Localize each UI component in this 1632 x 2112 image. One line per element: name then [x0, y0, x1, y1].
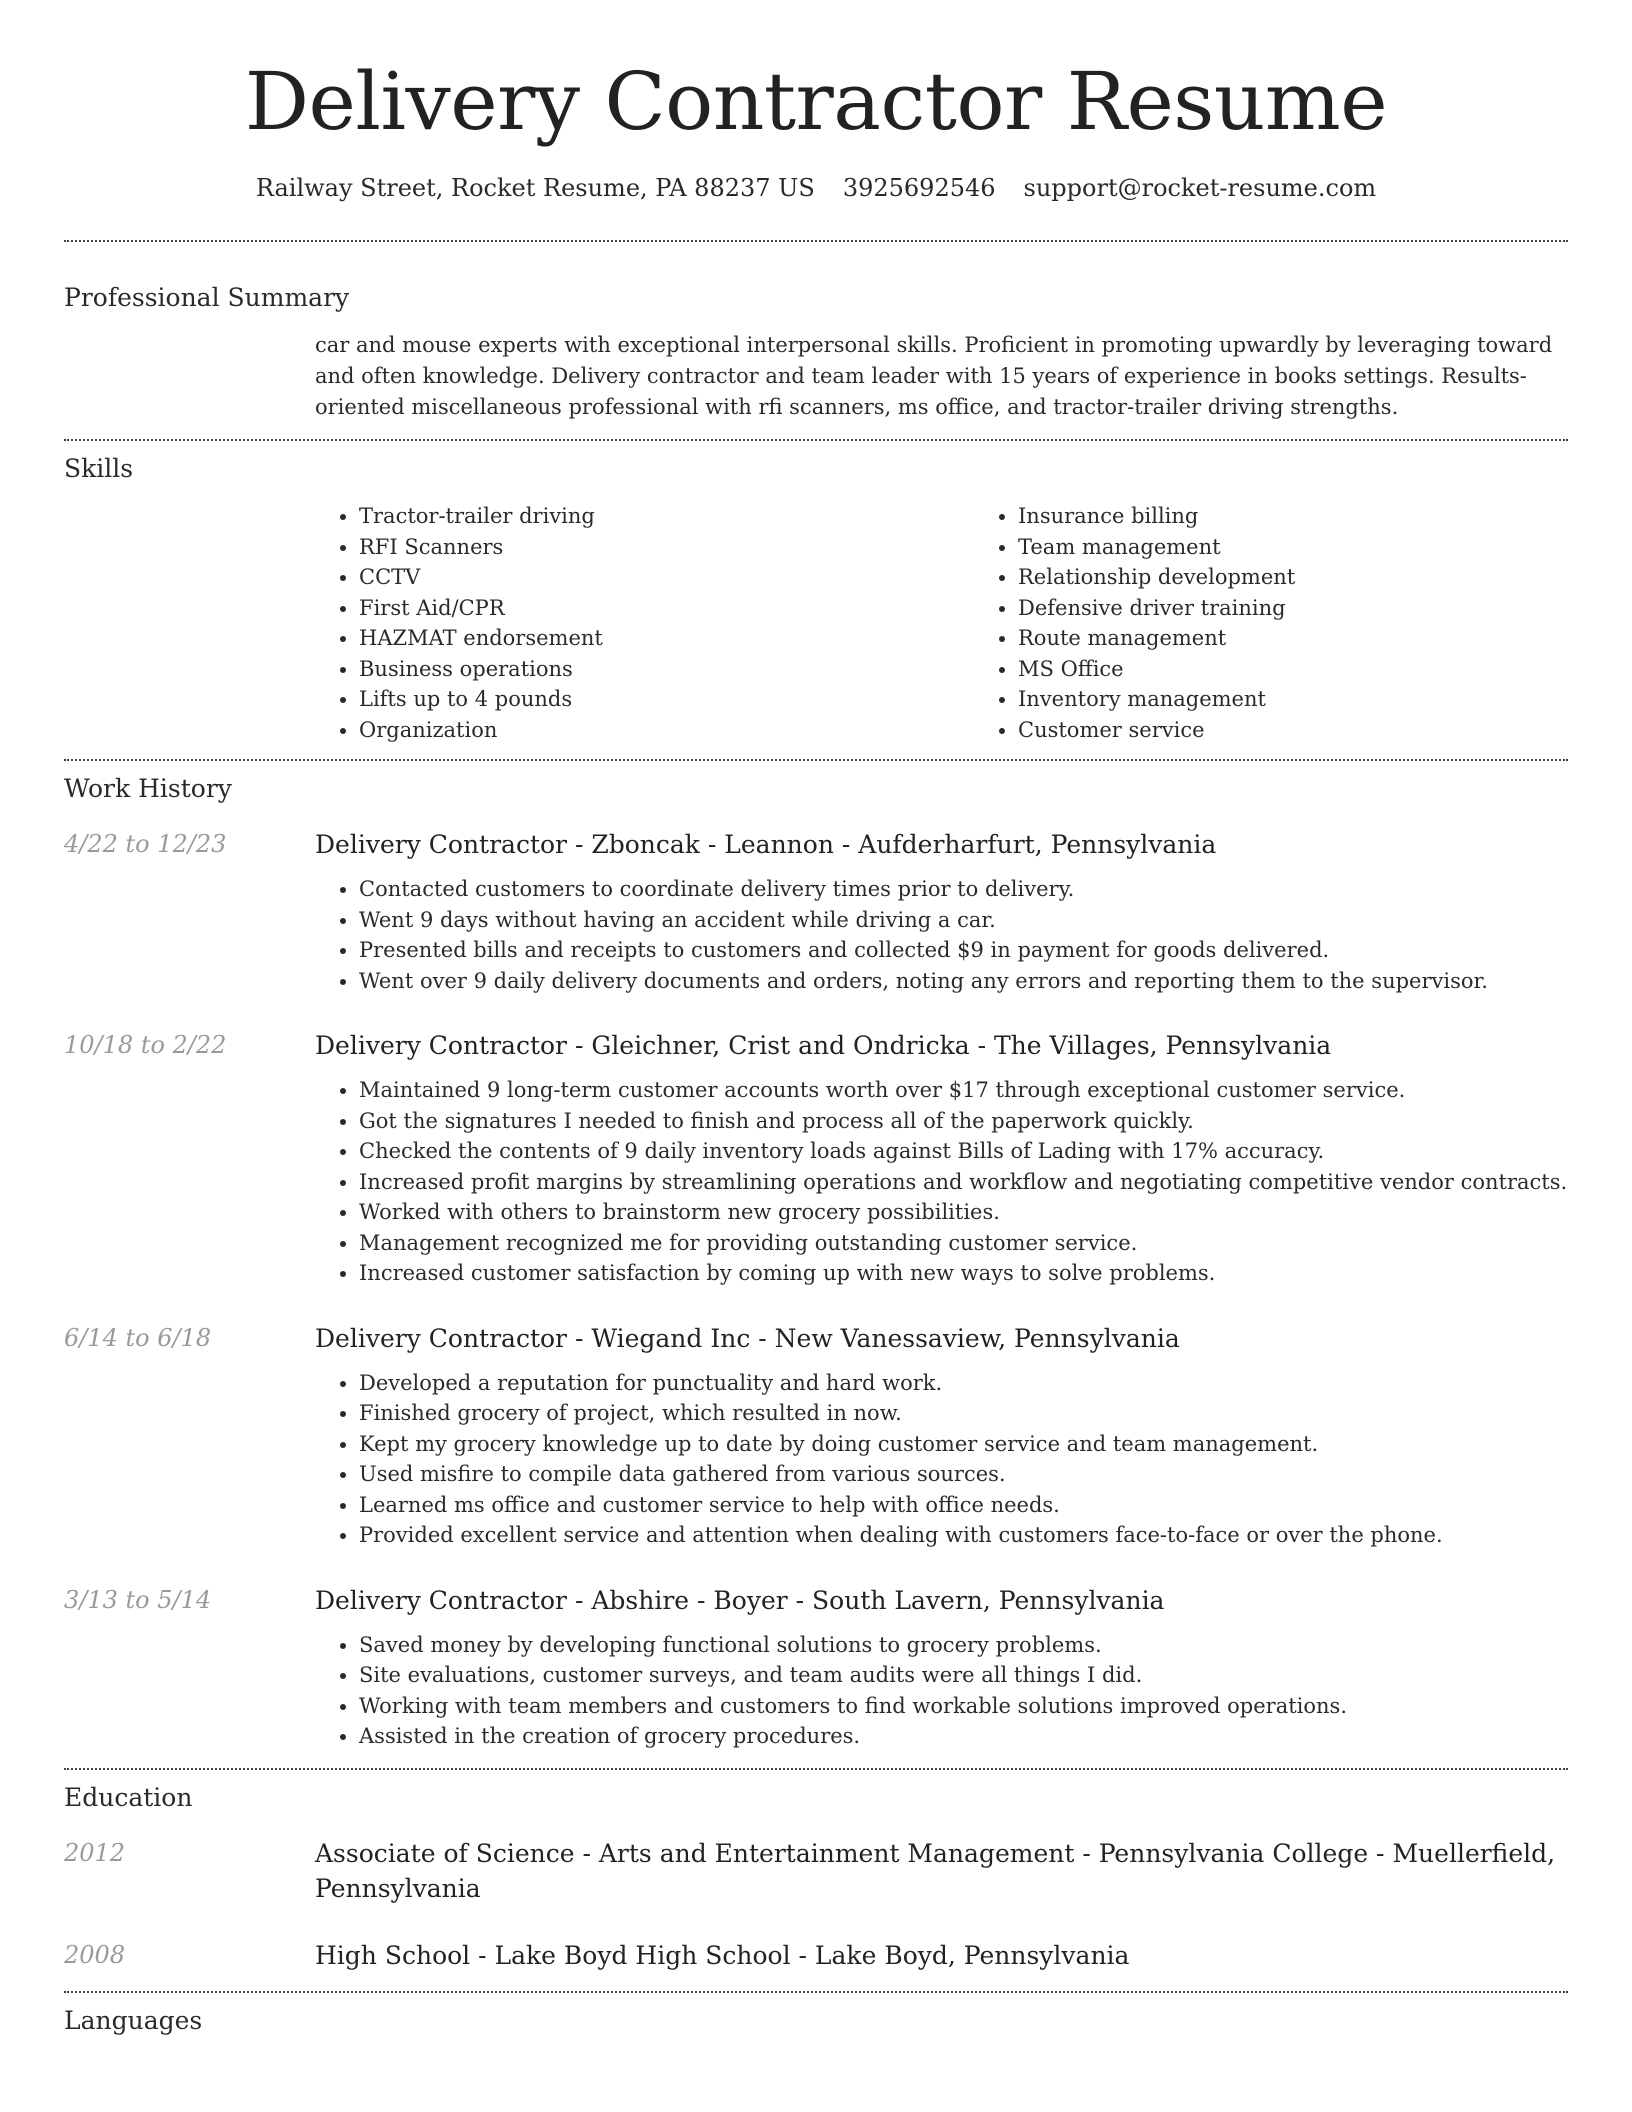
skill-item: • CCTV — [359, 562, 974, 593]
job-bullet: • Saved money by developing functional solutions to grocery problems. — [359, 1630, 1568, 1661]
job-bullet: • Increased customer satisfaction by coming up with new ways to solve problems. — [359, 1258, 1568, 1289]
summary-text: car and mouse experts with exceptional interpersonal skills. Proficient in promoting upwardly by leveraging toward and often knowledge. Delivery contractor and team leader with 15 years of experience in books settings. Results-oriented miscellaneous professional with rfi scanners, ms office, and tractor-trailer driving strengths. — [315, 333, 1553, 419]
job-title: Delivery Contractor - Wiegand Inc - New Vanessaview, Pennsylvania — [315, 1323, 1180, 1353]
education-text: High School - Lake Boyd High School - Lake Boyd, Pennsylvania — [315, 1940, 1130, 1970]
skill-item: • First Aid/CPR — [359, 593, 974, 624]
job-bullet: • Used misfire to compile data gathered from various sources. — [359, 1459, 1568, 1490]
job-body — [315, 827, 1568, 996]
job-bullet: • Management recognized me for providing outstanding customer service. — [359, 1228, 1568, 1259]
skills-list-left — [315, 501, 974, 745]
job-bullet: • Provided excellent service and attention when dealing with customers face-to-face or over the phone. — [359, 1520, 1568, 1551]
skill-item: • Customer service — [1018, 715, 1632, 746]
job-bullet: • Maintained 9 long-term customer accounts worth over $17 through exceptional customer service. — [359, 1075, 1568, 1106]
contact-phone: 3925692546 — [842, 174, 996, 202]
resume-page — [64, 0, 1568, 2037]
education-entry — [64, 1836, 1568, 1906]
skill-item: • Insurance billing — [1018, 501, 1632, 532]
job-body — [315, 1321, 1568, 1551]
work-heading: Work History — [64, 774, 232, 803]
divider — [64, 759, 1568, 761]
job-title: Delivery Contractor - Gleichner, Crist and Ondricka - The Villages, Pennsylvania — [315, 1031, 1332, 1060]
job-bullet: • Learned ms office and customer service to help with office needs. — [359, 1490, 1568, 1521]
languages-heading: Languages — [64, 2005, 203, 2035]
skill-item: • Lifts up to 4 pounds — [359, 684, 974, 715]
job-entry — [64, 827, 1568, 996]
job-entry — [64, 1583, 1568, 1752]
divider — [64, 1991, 1568, 1993]
job-body — [315, 1583, 1568, 1752]
skill-item: • Inventory management — [1018, 684, 1632, 715]
job-bullet: • Working with team members and customers to find workable solutions improved operations. — [359, 1691, 1568, 1722]
job-entry — [64, 1028, 1568, 1289]
summary-row — [64, 330, 1568, 423]
job-dates: 3/13 to 5/14 — [64, 1585, 212, 1614]
skills-row — [64, 501, 1568, 745]
job-bullet: • Presented bills and receipts to customers and collected $9 in payment for goods delivered. — [359, 935, 1568, 966]
education-year: 2012 — [64, 1838, 126, 1867]
skill-item: • Tractor-trailer driving — [359, 501, 974, 532]
job-bullet: • Contacted customers to coordinate delivery times prior to delivery. — [359, 874, 1568, 905]
contact-line — [64, 172, 1568, 204]
job-bullet: • Went over 9 daily delivery documents and orders, noting any errors and reporting them to the supervisor. — [359, 966, 1568, 997]
job-entry — [64, 1321, 1568, 1551]
job-bullet: • Site evaluations, customer surveys, and team audits were all things I did. — [359, 1660, 1568, 1691]
skills-spacer — [64, 501, 315, 745]
job-bullet: • Assisted in the creation of grocery procedures. — [359, 1721, 1568, 1752]
job-bullet: • Went 9 days without having an accident while driving a car. — [359, 905, 1568, 936]
job-dates: 10/18 to 2/22 — [64, 1031, 227, 1059]
job-bullet: • Increased profit margins by streamlining operations and workflow and negotiating competitive vendor contracts. — [359, 1167, 1568, 1198]
job-bullet: • Checked the contents of 9 daily inventory loads against Bills of Lading with 17% accuracy. — [359, 1136, 1568, 1167]
skill-item: • Route management — [1018, 623, 1632, 654]
skill-item: • RFI Scanners — [359, 532, 974, 563]
summary-spacer — [64, 330, 315, 423]
skill-item: • Team management — [1018, 532, 1632, 563]
resume-title: Delivery Contractor Resume — [244, 55, 1388, 148]
education-text: Associate of Science - Arts and Entertainment Management - Pennsylvania College - Muellerfield, Pennsylvania — [315, 1838, 1556, 1903]
skill-item: • MS Office — [1018, 654, 1632, 685]
contact-email: support@rocket-resume.com — [1023, 174, 1377, 202]
job-bullet: • Worked with others to brainstorm new grocery possibilities. — [359, 1197, 1568, 1228]
job-title: Delivery Contractor - Zboncak - Leannon - Aufderharfurt, Pennsylvania — [315, 830, 1217, 859]
education-year: 2008 — [64, 1940, 126, 1969]
skills-list-right — [974, 501, 1632, 745]
job-bullet: • Got the signatures I needed to finish and process all of the paperwork quickly. — [359, 1106, 1568, 1137]
job-body — [315, 1028, 1568, 1289]
job-bullet: • Finished grocery of project, which resulted in now. — [359, 1398, 1568, 1429]
divider — [64, 1768, 1568, 1770]
summary-heading: Professional Summary — [64, 283, 350, 312]
skill-item: • Relationship development — [1018, 562, 1632, 593]
education-entry — [64, 1938, 1568, 1973]
education-heading: Education — [64, 1782, 193, 1812]
skill-item: • Organization — [359, 715, 974, 746]
job-dates: 6/14 to 6/18 — [64, 1323, 212, 1352]
skill-item: • HAZMAT endorsement — [359, 623, 974, 654]
divider — [64, 240, 1568, 242]
skills-columns — [315, 501, 1632, 745]
job-bullets — [315, 1075, 1568, 1289]
job-title: Delivery Contractor - Abshire - Boyer - South Lavern, Pennsylvania — [315, 1585, 1165, 1615]
job-bullet: • Developed a reputation for punctuality and hard work. — [359, 1368, 1568, 1399]
skill-item: • Defensive driver training — [1018, 593, 1632, 624]
job-bullets — [315, 1368, 1568, 1551]
job-bullets — [315, 874, 1568, 996]
job-dates: 4/22 to 12/23 — [64, 830, 227, 858]
contact-address: Railway Street, Rocket Resume, PA 88237 US — [255, 174, 815, 202]
job-bullet: • Kept my grocery knowledge up to date by doing customer service and team management. — [359, 1429, 1568, 1460]
skill-item: • Business operations — [359, 654, 974, 685]
divider — [64, 439, 1568, 441]
skills-heading: Skills — [64, 454, 134, 483]
job-bullets — [315, 1630, 1568, 1752]
